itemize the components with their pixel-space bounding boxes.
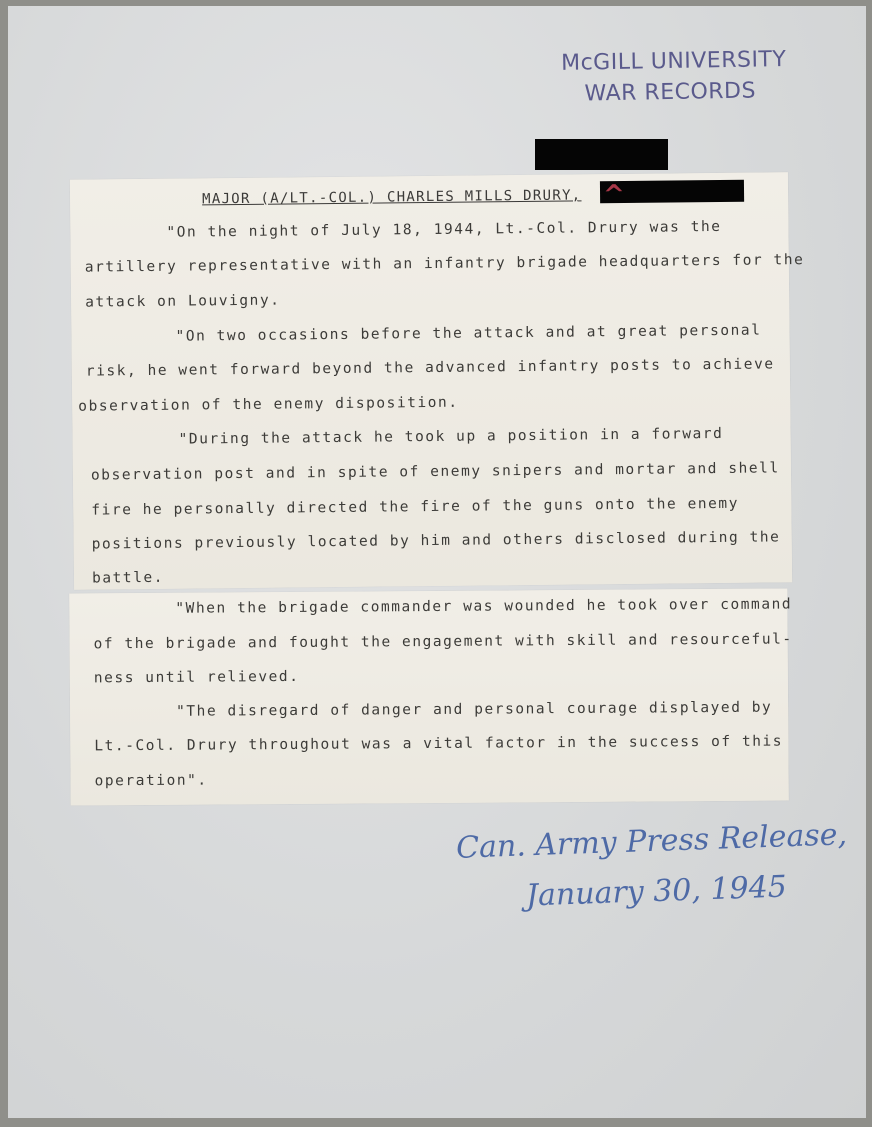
clipping1-line: risk, he went forward beyond the advanced infantry posts to achieve — [85, 356, 775, 380]
clipping1-line: fire he personally directed the fire of the guns onto the enemy — [91, 495, 740, 519]
clipping1-line: positions previously located by him and others disclosed during the — [91, 529, 781, 553]
clipping2-line: "When the brigade commander was wounded he took over command — [175, 596, 793, 617]
clipping2-line: "The disregard of danger and personal courage displayed by — [176, 699, 773, 720]
handwritten-source: Can. Army Press Release, — [455, 817, 848, 866]
clipping1-line: "On two occasions before the attack and at great personal — [175, 322, 762, 345]
war-records-stamp — [529, 44, 810, 111]
clipping-heading: MAJOR (A/LT.-COL.) CHARLES MILLS DRURY, — [202, 187, 582, 208]
clipping1-line: "During the attack he took up a position in a forward — [178, 425, 724, 448]
clipping1-line: battle. — [91, 569, 165, 587]
clipping2-line: of the brigade and fought the engagement with skill and resourceful- — [93, 631, 793, 653]
clipping1-line: attack on Louvigny. — [85, 292, 281, 311]
clipping1-line: observation post and in spite of enemy snipers and mortar and shell — [90, 460, 780, 484]
insertion-caret: ^ — [602, 179, 626, 211]
stamp-line-1: McGILL UNIVERSITY — [560, 46, 787, 76]
handwritten-date: January 30, 1945 — [525, 869, 788, 914]
clipping2-line: ness until relieved. — [93, 668, 300, 687]
news-clipping-2 — [69, 588, 793, 805]
clipping1-line: "On the night of July 18, 1944, Lt.-Col. Drury was the — [166, 218, 722, 241]
news-clipping-1 — [70, 172, 805, 589]
redaction-block-top — [535, 139, 668, 170]
clipping2-line: Lt.-Col. Drury throughout was a vital factor in the success of this — [94, 733, 784, 755]
clipping2-line: operation". — [94, 772, 208, 790]
clipping1-line: artillery representative with an infantry brigade headquarters for the — [84, 252, 805, 276]
clipping1-line: observation of the enemy disposition. — [78, 394, 459, 415]
stamp-line-2: WAR RECORDS — [584, 78, 757, 107]
archival-sheet — [8, 6, 866, 1118]
